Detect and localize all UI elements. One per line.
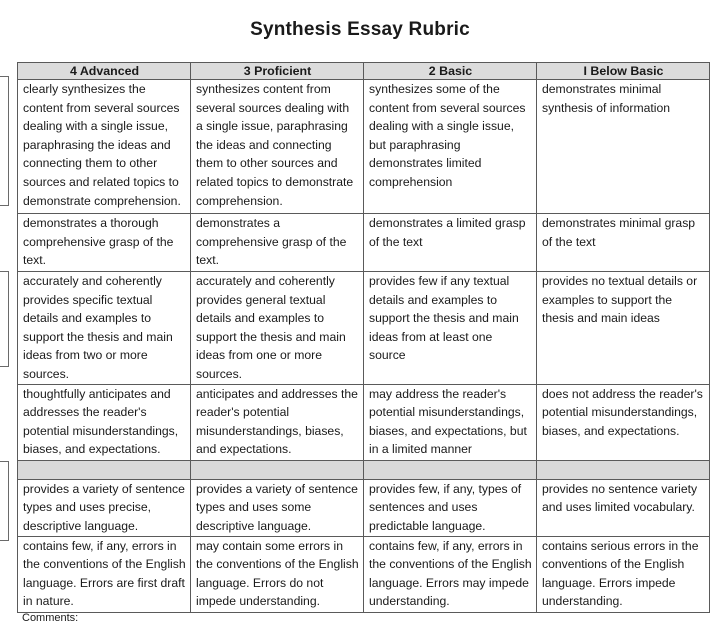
separator-row — [18, 460, 710, 479]
table-cell: accurately and coherently provides specific textual details and examples to support the thesis and main ideas from two or more sources. — [18, 272, 191, 385]
margin-bracket — [0, 461, 9, 541]
table-cell: contains serious errors in the conventions of the English language. Errors impede understanding. — [537, 536, 710, 612]
table-cell: demonstrates minimal synthesis of information — [537, 80, 710, 214]
column-header-proficient: 3 Proficient — [191, 63, 364, 80]
table-cell: contains few, if any, errors in the conventions of the English language. Errors may impede understanding. — [364, 536, 537, 612]
table-cell: does not address the reader's potential misunderstandings, biases, and expectations. — [537, 384, 710, 460]
table-cell: provides no textual details or examples to support the thesis and main ideas — [537, 272, 710, 385]
table-row — [18, 214, 710, 272]
table-cell: provides a variety of sentence types and uses precise, descriptive language. — [18, 479, 191, 536]
table-cell: thoughtfully anticipates and addresses the reader's potential misunderstandings, biases, and expectations. — [18, 384, 191, 460]
table-row — [18, 479, 710, 536]
table-cell: provides few, if any, types of sentences and uses predictable language. — [364, 479, 537, 536]
table-cell: synthesizes content from several sources dealing with a single issue, paraphrasing the ideas and connecting them to other sources and related topics to demonstrate comprehension. — [191, 80, 364, 214]
table-cell: may address the reader's potential misunderstandings, biases, and expectations, but in a limited manner — [364, 384, 537, 460]
rubric-title: Synthesis Essay Rubric — [250, 19, 470, 40]
table-cell: contains few, if any, errors in the conventions of the English language. Errors are first draft in nature. — [18, 536, 191, 612]
table-cell: demonstrates a limited grasp of the text — [364, 214, 537, 272]
table-cell: provides no sentence variety and uses limited vocabulary. — [537, 479, 710, 536]
comments-label: Comments: — [22, 612, 79, 624]
separator-cell — [364, 460, 537, 479]
table-cell: provides a variety of sentence types and uses some descriptive language. — [191, 479, 364, 536]
table-cell: demonstrates a thorough comprehensive grasp of the text. — [18, 214, 191, 272]
table-cell: may contain some errors in the conventions of the English language. Errors do not impede understanding. — [191, 536, 364, 612]
header-row — [18, 63, 710, 80]
table-cell: anticipates and addresses the reader's potential misunderstandings, biases, and expectations. — [191, 384, 364, 460]
separator-cell — [18, 460, 191, 479]
table-cell: accurately and coherently provides general textual details and examples to support the thesis and main ideas from one or more sources. — [191, 272, 364, 385]
table-row — [18, 384, 710, 460]
column-header-advanced: 4 Advanced — [18, 63, 191, 80]
table-cell: demonstrates minimal grasp of the text — [537, 214, 710, 272]
table-cell: synthesizes some of the content from several sources dealing with a single issue, but paraphrasing demonstrates limited comprehension — [364, 80, 537, 214]
separator-cell — [191, 460, 364, 479]
table-row — [18, 272, 710, 385]
margin-bracket — [0, 76, 9, 206]
column-header-below-basic: I Below Basic — [537, 63, 710, 80]
table-row — [18, 536, 710, 612]
rubric-table — [17, 62, 710, 613]
table-cell: clearly synthesizes the content from several sources dealing with a single issue, paraphrasing the ideas and connecting them to other sources and related topics to demonstrate comprehension. — [18, 80, 191, 214]
column-header-basic: 2 Basic — [364, 63, 537, 80]
margin-bracket — [0, 271, 9, 367]
separator-cell — [537, 460, 710, 479]
table-cell: demonstrates a comprehensive grasp of the text. — [191, 214, 364, 272]
table-row — [18, 80, 710, 214]
table-cell: provides few if any textual details and examples to support the thesis and main ideas from at least one source — [364, 272, 537, 385]
